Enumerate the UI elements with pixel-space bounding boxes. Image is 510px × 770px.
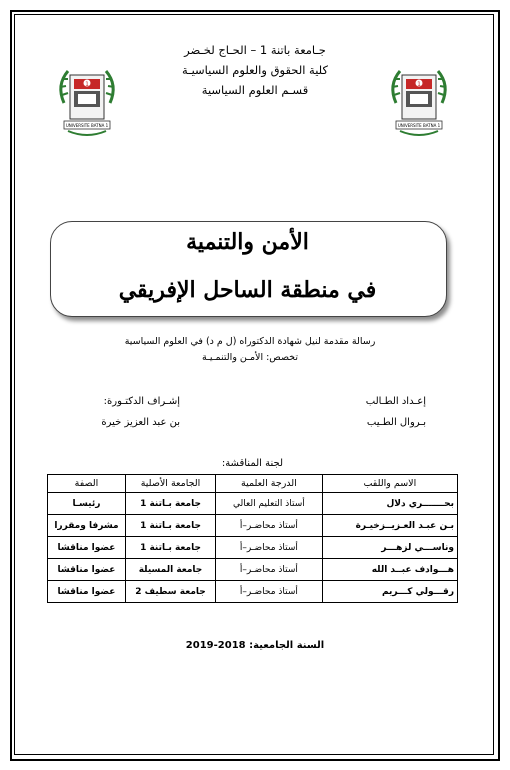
member-university: جامعة سطيف 2 [125, 581, 215, 603]
faculty-name: كلية الحقوق والعلوم السياسيـة [182, 63, 328, 77]
member-name: وناســـي لزهـــر [322, 537, 457, 559]
department-name: قسـم العلوم السياسية [201, 83, 309, 97]
supervisor-label: إشـراف الدكتـورة: [103, 396, 180, 407]
member-name: بحـــــــري دلال [322, 493, 457, 515]
table-row [48, 559, 458, 581]
logo-caption: UNIVERSITE BATNA 1 [65, 123, 109, 128]
logo-badge-text: 1 [417, 81, 421, 88]
table-header-row [48, 475, 458, 493]
member-name: رقـــولي كـــريم [322, 581, 457, 603]
member-role: رئيسـا [48, 493, 126, 515]
member-role: عضوا مناقشا [48, 581, 126, 603]
header-grade: الدرجة العلمية [216, 475, 323, 493]
university-name: جـامعة باتنة 1 – الحـاج لخـضر [184, 43, 326, 57]
header-name: الاسم واللقب [322, 475, 457, 493]
committee-table [47, 474, 458, 603]
member-role: مشرفا ومقررا [48, 515, 126, 537]
member-grade: أستاذ محاضـر–أ [216, 515, 323, 537]
table-row [48, 493, 458, 515]
table-row [48, 581, 458, 603]
university-logo-left [54, 63, 120, 143]
member-university: جامعة بـاتنة 1 [125, 515, 215, 537]
member-university: جامعة بـاتنة 1 [125, 537, 215, 559]
academic-year: السنة الجامعية: 2018-2019 [185, 640, 325, 651]
committee-title: لجنة المناقشة: [221, 458, 283, 469]
member-name: بـن عبـد العـزيــزخيـرة [322, 515, 457, 537]
supervisor-name: بن عبد العزيز خيرة [101, 417, 180, 428]
thesis-title-line1: الأمن والتنمية [186, 229, 309, 255]
member-grade: أستاذ محاضـر–أ [216, 537, 323, 559]
logo-badge-text: 1 [85, 81, 89, 88]
thesis-specialty: تخصص: الأمـن والتنمـيـة [202, 352, 298, 363]
table-row [48, 537, 458, 559]
member-name: هـــوادف عبــد الله [322, 559, 457, 581]
thesis-description: رسالة مقدمة لنيل شهادة الدكتوراه (ل م د) في العلوم السياسية [124, 336, 376, 347]
member-university: جامعة بـاتنة 1 [125, 493, 215, 515]
university-logo-right [386, 63, 452, 143]
header-role: الصفة [48, 475, 126, 493]
student-name: بـروال الطـيب [366, 417, 426, 428]
student-label: إعـداد الطـالب [365, 396, 426, 407]
institution-header [150, 40, 360, 100]
table-row [48, 515, 458, 537]
thesis-info [115, 334, 385, 366]
member-university: جامعة المسيلة [125, 559, 215, 581]
member-grade: أستاذ محاضـر–أ [216, 581, 323, 603]
member-grade: أستاذ محاضـر–أ [216, 559, 323, 581]
logo-caption: UNIVERSITE BATNA 1 [397, 123, 441, 128]
member-role: عضوا مناقشا [48, 537, 126, 559]
thesis-title-line2: في منطقة الساحل الإفريقي [118, 277, 377, 303]
member-role: عضوا مناقشا [48, 559, 126, 581]
header-university: الجامعة الأصلية [125, 475, 215, 493]
member-grade: أستاذ التعليم العالي [216, 493, 323, 515]
